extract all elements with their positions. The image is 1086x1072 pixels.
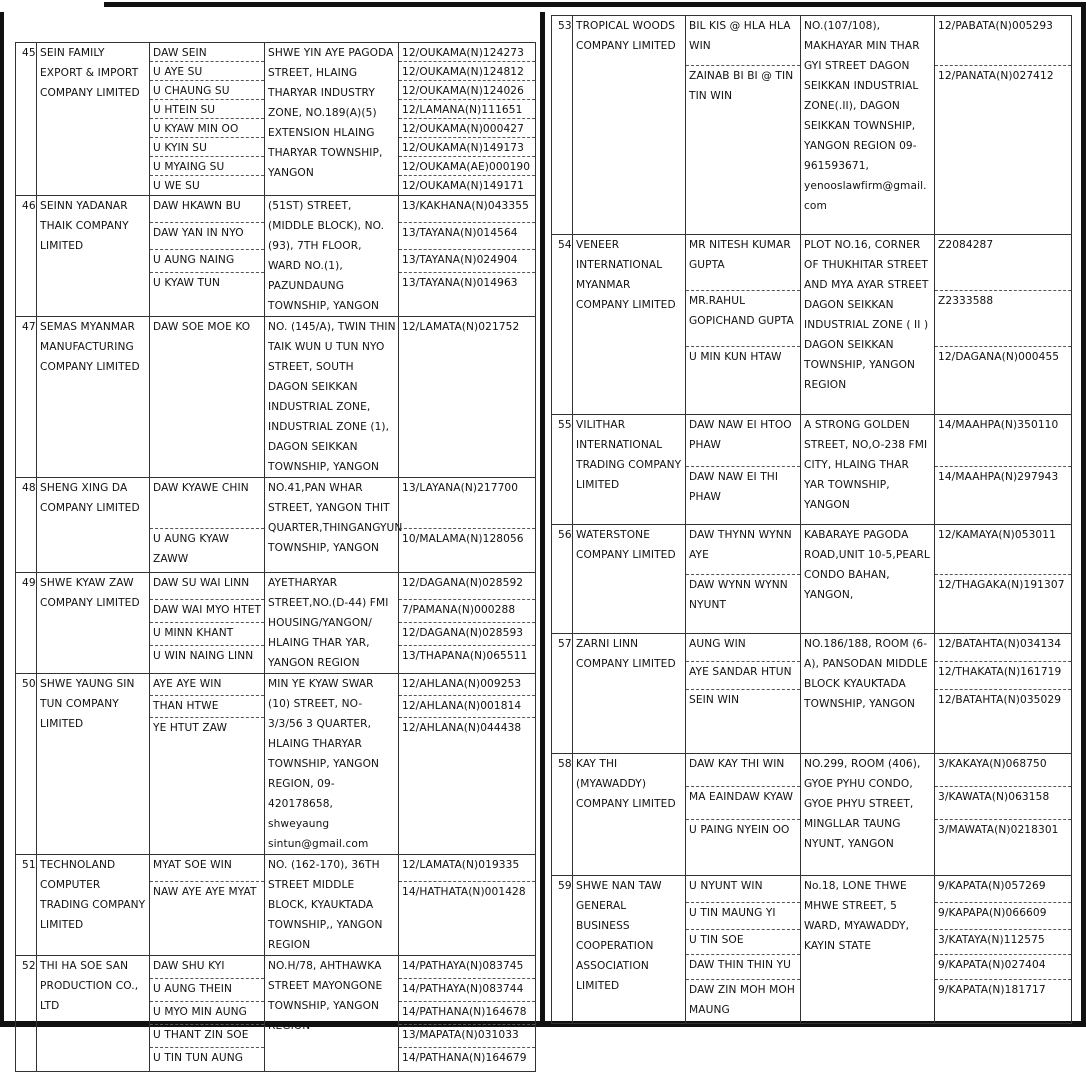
entry-number: 54 xyxy=(552,235,573,415)
director-id: 12/LAMATA(N)019335 xyxy=(399,855,535,882)
company-name: THI HA SOE SAN PRODUCTION CO., LTD xyxy=(37,956,150,1072)
director-id: Z2084287 xyxy=(935,235,1071,291)
company-row xyxy=(552,754,1072,876)
entry-number: 47 xyxy=(16,317,37,478)
director-name: U KYAW MIN OO xyxy=(150,119,264,138)
director-id: 12/LAMANA(N)111651 xyxy=(399,100,535,119)
director-name: AYE SANDAR HTUN xyxy=(686,662,800,690)
director-name: U NYUNT WIN xyxy=(686,876,800,903)
director-id: 12/OUKAMA(N)000427 xyxy=(399,119,535,138)
director-name: U TIN SOE xyxy=(686,930,800,955)
director-name: ZAINAB BI BI @ TIN TIN WIN xyxy=(689,70,794,102)
company-name: VENEER INTERNATIONAL MYANMAR COMPANY LIMITED xyxy=(573,235,686,415)
director-names-cell xyxy=(150,43,265,196)
entry-number: 52 xyxy=(16,956,37,1072)
director-name: DAW HKAWN BU xyxy=(150,196,264,223)
director-id: 12/DAGANA(N)028592 xyxy=(399,573,535,600)
company-name: SHWE KYAW ZAW COMPANY LIMITED xyxy=(37,573,150,674)
director-name: U CHAUNG SU xyxy=(150,81,264,100)
director-names-cell xyxy=(150,196,265,317)
director-id: 12/DAGANA(N)000455 xyxy=(938,351,1060,363)
director-name: U HTEIN SU xyxy=(150,100,264,119)
director-name: AYE AYE WIN xyxy=(150,674,264,696)
company-name: SHENG XING DA COMPANY LIMITED xyxy=(37,478,150,573)
director-id: 12/THAKATA(N)161719 xyxy=(935,662,1071,690)
director-names-cell xyxy=(686,235,801,415)
director-ids-cell xyxy=(399,317,536,478)
company-row xyxy=(16,855,536,956)
company-name: KAY THI (MYAWADDY) COMPANY LIMITED xyxy=(573,754,686,876)
company-address: NO.(107/108), MAKHAYAR MIN THAR GYI STREET DAGON SEIKKAN INDUSTRIAL ZONE(.II), DAGON SEIKKAN TOWNSHIP, YANGON REGION 09-961593671, yenooslawfirm@gmail. com xyxy=(801,16,935,235)
left-company-table xyxy=(15,42,536,1072)
director-id: 12/OUKAMA(N)149173 xyxy=(399,138,535,157)
director-name: U MINN KHANT xyxy=(150,623,264,646)
director-ids-cell xyxy=(935,415,1072,525)
director-names-cell xyxy=(686,634,801,754)
company-address: NO.299, ROOM (406), GYOE PYHU CONDO, GYOE PHYU STREET, MINGLLAR TAUNG NYUNT, YANGON xyxy=(801,754,935,876)
company-address: NO.41,PAN WHAR STREET, YANGON THIT QUARTER,THINGANGYUN TOWNSHIP, YANGON xyxy=(265,478,399,573)
company-address: (51ST) STREET, (MIDDLE BLOCK), NO.(93), 7TH FLOOR, WARD NO.(1), PAZUNDAUNG TOWNSHIP, YANGON xyxy=(265,196,399,317)
entry-number: 58 xyxy=(552,754,573,876)
director-id: 12/DAGANA(N)028593 xyxy=(399,623,535,646)
director-id: 14/PATHAYA(N)083744 xyxy=(399,979,535,1002)
director-ids-cell xyxy=(935,525,1072,634)
director-name: U TIN MAUNG YI xyxy=(686,903,800,930)
director-name: U WE SU xyxy=(153,180,200,192)
director-name: DAW NAW EI HTOO PHAW xyxy=(686,415,800,467)
entry-number: 48 xyxy=(16,478,37,573)
director-name: U MYO MIN AUNG xyxy=(150,1002,264,1025)
director-names-cell xyxy=(150,317,265,478)
director-id: 14/PATHAYA(N)083745 xyxy=(399,956,535,979)
entry-number: 46 xyxy=(16,196,37,317)
director-ids-cell xyxy=(399,855,536,956)
company-row xyxy=(16,317,536,478)
company-name: SEINN YADANAR THAIK COMPANY LIMITED xyxy=(37,196,150,317)
column-divider xyxy=(540,12,545,1027)
company-name: TECHNOLAND COMPUTER TRADING COMPANY LIMITED xyxy=(37,855,150,956)
director-name: SEIN WIN xyxy=(689,694,740,706)
director-name: U AUNG KYAW ZAWW xyxy=(153,533,230,565)
director-id: 14/PATHANA(N)164679 xyxy=(402,1052,527,1064)
director-names-cell xyxy=(686,876,801,1024)
director-names-cell xyxy=(686,525,801,634)
director-ids-cell xyxy=(399,478,536,573)
director-id: 12/KAMAYA(N)053011 xyxy=(935,525,1071,575)
company-address: NO.186/188, ROOM (6-A), PANSODAN MIDDLE BLOCK KYAUKTADA TOWNSHIP, YANGON xyxy=(801,634,935,754)
director-id: 12/AHLANA(N)009253 xyxy=(399,674,535,696)
director-id: Z2333588 xyxy=(935,291,1071,347)
director-ids-cell xyxy=(399,573,536,674)
director-ids-cell xyxy=(399,674,536,855)
director-id: 13/TAYANA(N)014963 xyxy=(402,277,518,289)
right-border xyxy=(1081,2,1086,1027)
director-name: AUNG WIN xyxy=(686,634,800,662)
director-name: DAW KYAWE CHIN xyxy=(150,478,264,529)
director-name: U THANT ZIN SOE xyxy=(150,1025,264,1048)
director-name: U AUNG NAING xyxy=(150,250,264,273)
director-ids-cell xyxy=(935,634,1072,754)
company-address: MIN YE KYAW SWAR (10) STREET, NO-3/3/56 3 QUARTER, HLAING THARYAR TOWNSHIP, YANGON REGION, 09-420178658, shweyaung sintun@gmail.com xyxy=(265,674,399,855)
director-name: DAW SU WAI LINN xyxy=(150,573,264,600)
entry-number: 55 xyxy=(552,415,573,525)
company-name: ZARNI LINN COMPANY LIMITED xyxy=(573,634,686,754)
director-name: DAW ZIN MOH MOH MAUNG xyxy=(689,984,795,1016)
company-name: VILITHAR INTERNATIONAL TRADING COMPANY LIMITED xyxy=(573,415,686,525)
company-address: A STRONG GOLDEN STREET, NO,O-238 FMI CITY, HLAING THAR YAR TOWNSHIP, YANGON xyxy=(801,415,935,525)
director-id: 9/KAPAPA(N)066609 xyxy=(935,903,1071,930)
company-address: NO.H/78, AHTHAWKA STREET MAYONGONE TOWNSHIP, YANGON REGION xyxy=(265,956,399,1072)
director-name: THAN HTWE xyxy=(150,696,264,718)
director-id: 12/OUKAMA(N)124812 xyxy=(399,62,535,81)
top-border xyxy=(104,2,1086,7)
director-name: MR NITESH KUMAR GUPTA xyxy=(686,235,800,291)
company-row xyxy=(16,478,536,573)
director-name: U AYE SU xyxy=(150,62,264,81)
company-name: TROPICAL WOODS COMPANY LIMITED xyxy=(573,16,686,235)
director-name: DAW SOE MOE KO xyxy=(153,321,251,333)
director-name: DAW SEIN xyxy=(150,43,264,62)
director-ids-cell xyxy=(935,16,1072,235)
director-id: 3/KAKAYA(N)068750 xyxy=(935,754,1071,787)
director-name: U PAING NYEIN OO xyxy=(689,824,790,836)
entry-number: 51 xyxy=(16,855,37,956)
director-name: MR.RAHUL GOPICHAND GUPTA xyxy=(686,291,800,347)
director-name: U AUNG THEIN xyxy=(150,979,264,1002)
director-id: 14/MAAHPA(N)297943 xyxy=(938,471,1059,483)
company-row xyxy=(552,415,1072,525)
company-address: AYETHARYAR STREET,NO.(D-44) FMI HOUSING/YANGON/ HLAING THAR YAR, YANGON REGION xyxy=(265,573,399,674)
director-name: U KYIN SU xyxy=(150,138,264,157)
company-name: SEMAS MYANMAR MANUFACTURING COMPANY LIMITED xyxy=(37,317,150,478)
director-id: 12/BATAHTA(N)035029 xyxy=(938,694,1062,706)
director-id: 10/MALAMA(N)128056 xyxy=(402,533,524,545)
director-id: 9/KAPATA(N)181717 xyxy=(938,984,1046,996)
director-id: 13/TAYANA(N)014564 xyxy=(399,223,535,250)
director-ids-cell xyxy=(399,956,536,1072)
director-id: 14/MAAHPA(N)350110 xyxy=(935,415,1071,467)
company-address: No.18, LONE THWE MHWE STREET, 5 WARD, MYAWADDY, KAYIN STATE xyxy=(801,876,935,1024)
company-address: SHWE YIN AYE PAGODA STREET, HLAING THARYAR INDUSTRY ZONE, NO.189(A)(5) EXTENSION HLAING THARYAR TOWNSHIP, YANGON xyxy=(265,43,399,196)
company-row xyxy=(552,235,1072,415)
company-row xyxy=(16,43,536,196)
director-names-cell xyxy=(150,478,265,573)
director-name: U MIN KUN HTAW xyxy=(689,351,782,363)
director-name: U MYAING SU xyxy=(150,157,264,176)
company-address: PLOT NO.16, CORNER OF THUKHITAR STREET AND MYA AYAR STREET DAGON SEIKKAN INDUSTRIAL ZONE ( II ) DAGON SEIKKAN TOWNSHIP, YANGON REGION xyxy=(801,235,935,415)
director-id: 12/AHLANA(N)044438 xyxy=(402,722,522,734)
director-name: DAW KAY THI WIN xyxy=(686,754,800,787)
director-names-cell xyxy=(150,573,265,674)
director-id: 14/HATHATA(N)001428 xyxy=(402,886,526,898)
entry-number: 59 xyxy=(552,876,573,1024)
director-name: DAW NAW EI THI PHAW xyxy=(689,471,779,503)
director-name: BIL KIS @ HLA HLA WIN xyxy=(686,16,800,66)
director-name: YE HTUT ZAW xyxy=(153,722,228,734)
director-names-cell xyxy=(150,855,265,956)
director-name: NAW AYE AYE MYAT xyxy=(153,886,257,898)
director-name: DAW THYNN WYNN AYE xyxy=(686,525,800,575)
entry-number: 53 xyxy=(552,16,573,235)
director-ids-cell xyxy=(399,43,536,196)
entry-number: 57 xyxy=(552,634,573,754)
director-id: 12/AHLANA(N)001814 xyxy=(399,696,535,718)
director-id: 12/LAMATA(N)021752 xyxy=(402,321,520,333)
company-row xyxy=(16,196,536,317)
left-border xyxy=(0,12,4,1027)
director-id: 7/PAMANA(N)000288 xyxy=(399,600,535,623)
director-id: 12/OUKAMA(N)149171 xyxy=(402,180,524,192)
director-names-cell xyxy=(150,674,265,855)
director-id: 3/KAWATA(N)063158 xyxy=(935,787,1071,820)
director-id: 12/BATAHTA(N)034134 xyxy=(935,634,1071,662)
director-id: 12/PABATA(N)005293 xyxy=(935,16,1071,66)
company-name: SHWE YAUNG SIN TUN COMPANY LIMITED xyxy=(37,674,150,855)
company-name: SEIN FAMILY EXPORT & IMPORT COMPANY LIMITED xyxy=(37,43,150,196)
company-address: NO. (145/A), TWIN THIN TAIK WUN U TUN NYO STREET, SOUTH DAGON SEIKKAN INDUSTRIAL ZONE, INDUSTRIAL ZONE (1), DAGON SEIKKAN TOWNSHIP, YANGON xyxy=(265,317,399,478)
director-names-cell xyxy=(686,16,801,235)
entry-number: 49 xyxy=(16,573,37,674)
director-ids-cell xyxy=(399,196,536,317)
company-address: KABARAYE PAGODA ROAD,UNIT 10-5,PEARL CONDO BAHAN, YANGON, xyxy=(801,525,935,634)
company-row xyxy=(552,525,1072,634)
director-name: DAW WAI MYO HTET xyxy=(150,600,264,623)
director-name: DAW THIN THIN YU xyxy=(686,955,800,980)
director-id: 13/THAPANA(N)065511 xyxy=(402,650,528,662)
director-name: MYAT SOE WIN xyxy=(150,855,264,882)
director-id: 3/KATAYA(N)112575 xyxy=(935,930,1071,955)
right-company-table xyxy=(551,15,1072,1024)
director-name: MA EAINDAW KYAW xyxy=(686,787,800,820)
company-address: NO. (162-170), 36TH STREET MIDDLE BLOCK, KYAUKTADA TOWNSHIP,, YANGON REGION xyxy=(265,855,399,956)
director-id: 13/KAKHANA(N)043355 xyxy=(399,196,535,223)
director-name: U WIN NAING LINN xyxy=(153,650,254,662)
company-row xyxy=(552,634,1072,754)
director-id: 12/OUKAMA(AE)000190 xyxy=(399,157,535,176)
director-id: 14/PATHANA(N)164678 xyxy=(399,1002,535,1025)
director-name: DAW WYNN WYNN NYUNT xyxy=(689,579,788,611)
entry-number: 50 xyxy=(16,674,37,855)
director-names-cell xyxy=(150,956,265,1072)
director-names-cell xyxy=(686,415,801,525)
company-row xyxy=(552,16,1072,235)
director-id: 13/TAYANA(N)024904 xyxy=(399,250,535,273)
company-row xyxy=(16,573,536,674)
director-id: 12/PANATA(N)027412 xyxy=(938,70,1054,82)
company-row xyxy=(16,674,536,855)
company-name: SHWE NAN TAW GENERAL BUSINESS COOPERATION ASSOCIATION LIMITED xyxy=(573,876,686,1024)
director-id: 12/THAGAKA(N)191307 xyxy=(938,579,1065,591)
company-row xyxy=(16,956,536,1072)
entry-number: 56 xyxy=(552,525,573,634)
director-id: 9/KAPATA(N)027404 xyxy=(935,955,1071,980)
director-name: U KYAW TUN xyxy=(153,277,220,289)
director-id: 13/LAYANA(N)217700 xyxy=(399,478,535,529)
company-name: WATERSTONE COMPANY LIMITED xyxy=(573,525,686,634)
director-ids-cell xyxy=(935,754,1072,876)
director-id: 12/OUKAMA(N)124273 xyxy=(399,43,535,62)
director-name: U TIN TUN AUNG xyxy=(153,1052,244,1064)
director-ids-cell xyxy=(935,235,1072,415)
director-id: 9/KAPATA(N)057269 xyxy=(935,876,1071,903)
director-names-cell xyxy=(686,754,801,876)
director-id: 13/MAPATA(N)031033 xyxy=(399,1025,535,1048)
director-ids-cell xyxy=(935,876,1072,1024)
entry-number: 45 xyxy=(16,43,37,196)
company-row xyxy=(552,876,1072,1024)
director-name: DAW YAN IN NYO xyxy=(150,223,264,250)
director-name: DAW SHU KYI xyxy=(150,956,264,979)
director-id: 3/MAWATA(N)0218301 xyxy=(938,824,1059,836)
director-id: 12/OUKAMA(N)124026 xyxy=(399,81,535,100)
